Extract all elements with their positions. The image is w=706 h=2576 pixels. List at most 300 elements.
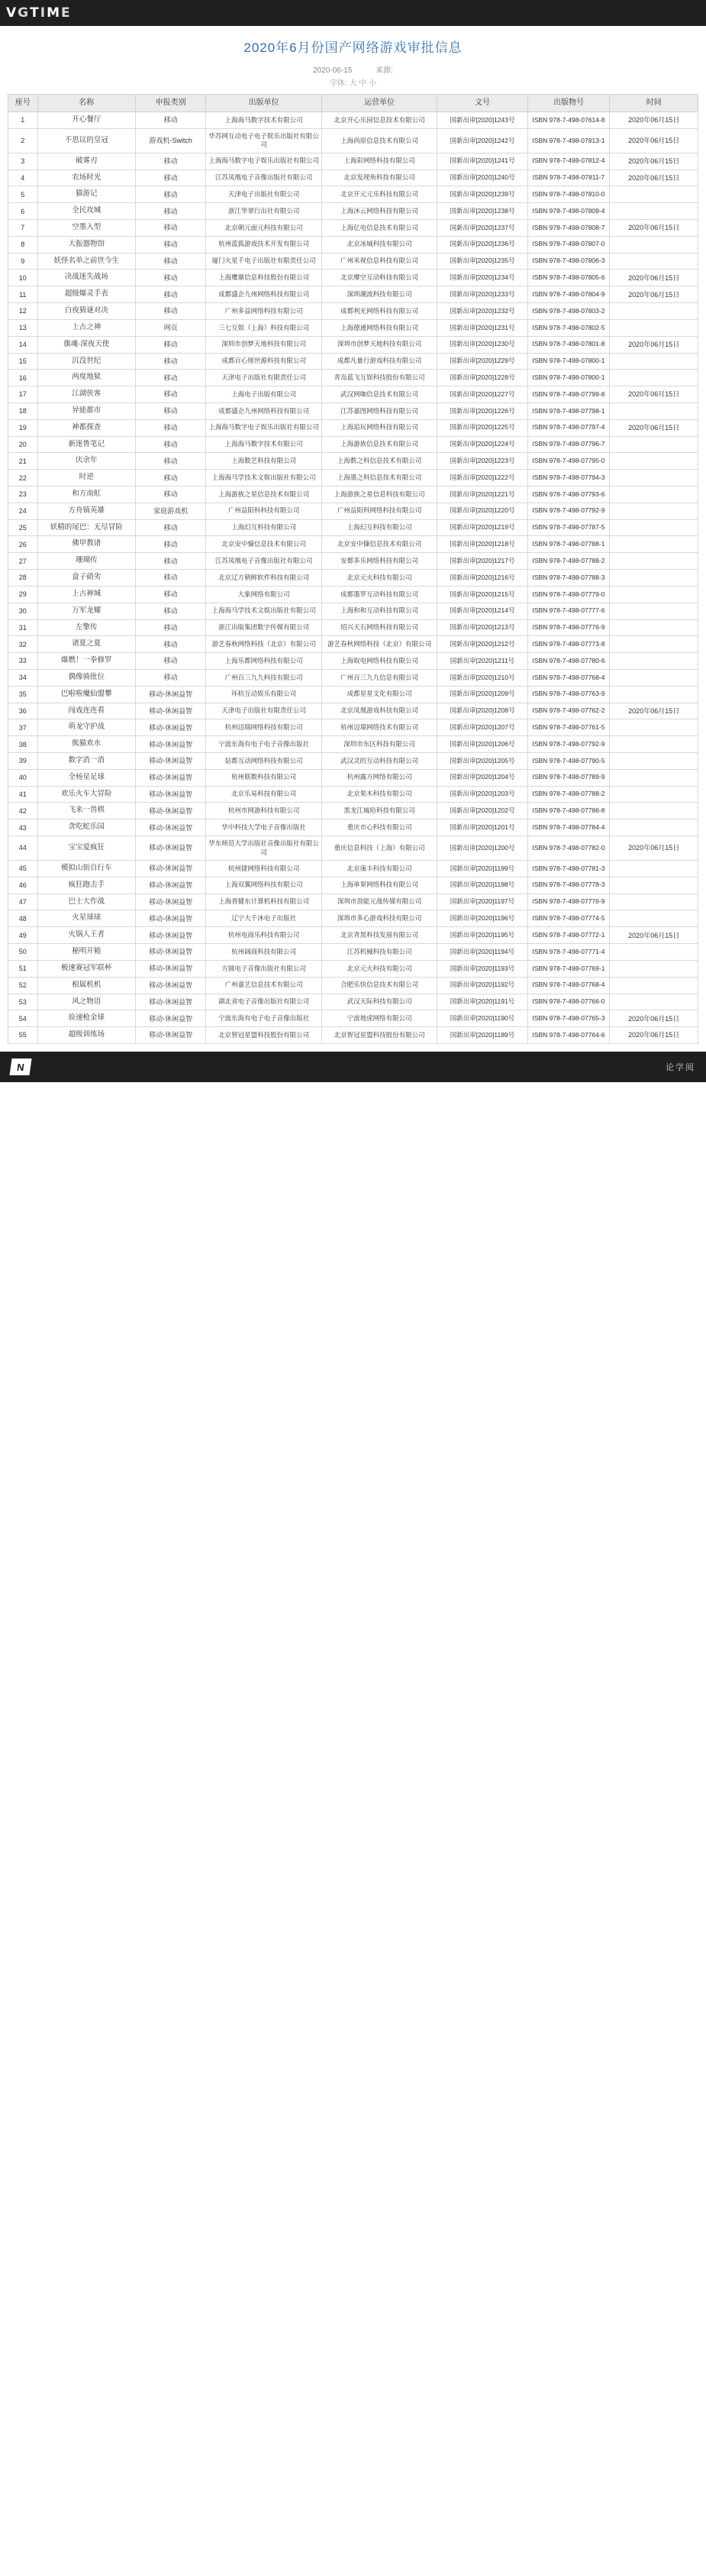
table-row: [8, 769, 698, 786]
cell-doc: 国新出审[2020]1222号: [437, 470, 527, 486]
cell-no: 27: [8, 553, 38, 570]
cell-doc: 国新出审[2020]1190号: [437, 1010, 527, 1027]
table-row: [8, 703, 698, 719]
cell-operator: 上海墨之科信息技术有限公司: [321, 470, 437, 486]
cell-publisher: 湖北省电子音像出版社有限公司: [206, 994, 322, 1010]
cell-isbn: ISBN 978-7-498-07796-7: [527, 436, 610, 453]
cell-isbn: ISBN 978-7-498-07781-3: [527, 861, 610, 878]
cell-isbn: ISBN 978-7-498-07813-1: [527, 128, 610, 153]
cell-operator: 安都多乐网络科技有限公司: [321, 553, 437, 570]
cell-date: 2020年06月15日: [610, 220, 698, 237]
cell-type: 移动: [135, 586, 205, 603]
cell-date: [610, 603, 698, 619]
cell-type: 移动: [135, 486, 205, 503]
cell-isbn: ISBN 978-7-498-07807-0: [527, 236, 610, 253]
cell-operator: 上海彩网络科技有限公司: [321, 153, 437, 170]
cell-doc: 国新出审[2020]1239号: [437, 186, 527, 203]
cell-doc: 国新出审[2020]1193号: [437, 960, 527, 977]
cell-no: 50: [8, 944, 38, 961]
cell-operator: 上海沐云网络科技有限公司: [321, 203, 437, 220]
cell-operator: 深圳市劲能元战传媒有限公司: [321, 894, 437, 910]
table-row: [8, 153, 698, 170]
cell-name: 决战迷失战场: [37, 270, 135, 286]
cell-no: 42: [8, 803, 38, 819]
cell-publisher: 北京乐易科技有限公司: [206, 786, 322, 803]
table-row: [8, 836, 698, 861]
cell-name: 极速赛冠军联杯: [37, 960, 135, 977]
cell-doc: 国新出审[2020]1202号: [437, 803, 527, 819]
cell-type: 移动: [135, 270, 205, 286]
table-row: [8, 370, 698, 386]
cell-type: 移动: [135, 669, 205, 686]
cell-isbn: ISBN 978-7-498-07774-5: [527, 910, 610, 927]
cell-name: 和方南虹: [37, 486, 135, 503]
cell-operator: 北京安中慷信息技术有限公司: [321, 536, 437, 553]
cell-type: 移动: [135, 419, 205, 436]
fontsize-option-large[interactable]: 大: [349, 79, 357, 88]
cell-isbn: ISBN 978-7-498-07811-7: [527, 170, 610, 186]
cell-doc: 国新出审[2020]1235号: [437, 253, 527, 270]
cell-publisher: 上海电子出版有限公司: [206, 386, 322, 403]
table-row: [8, 819, 698, 836]
cell-type: 移动-休闲益智: [135, 861, 205, 878]
cell-date: [610, 319, 698, 336]
cell-publisher: 北京安中慷信息技术有限公司: [206, 536, 322, 553]
cell-date: [610, 370, 698, 386]
cell-publisher: 上海海马学技术文娱出版社有限公司: [206, 603, 322, 619]
table-row: [8, 236, 698, 253]
cell-publisher: 广州多益网络科技有限公司: [206, 303, 322, 320]
cell-type: 移动-休闲益智: [135, 894, 205, 910]
cell-no: 22: [8, 470, 38, 486]
logo-letter: E: [61, 5, 71, 21]
cell-isbn: ISBN 978-7-498-07798-1: [527, 402, 610, 419]
cell-isbn: ISBN 978-7-498-07768-4: [527, 977, 610, 994]
cell-name: 根属机机: [37, 977, 135, 994]
cell-no: 34: [8, 669, 38, 686]
table-row: [8, 220, 698, 237]
cell-publisher: 天津电子出版社有限责任公司: [206, 370, 322, 386]
cell-type: 移动: [135, 253, 205, 270]
cell-name: 沉没世纪: [37, 353, 135, 370]
cell-no: 4: [8, 170, 38, 186]
cell-isbn: ISBN 978-7-498-07809-4: [527, 203, 610, 220]
cell-name: 诸夏之夏: [37, 636, 135, 653]
cell-operator: 广州米视信息科技有限公司: [321, 253, 437, 270]
cell-publisher: 杭州迈瑞网络科技有限公司: [206, 719, 322, 736]
cell-doc: 国新出审[2020]1194号: [437, 944, 527, 961]
cell-operator: 游艺春秋网络科技（北京）有限公司: [321, 636, 437, 653]
cell-doc: 国新出审[2020]1213号: [437, 619, 527, 636]
cell-operator: 北京凤凰游戏科技有限公司: [321, 703, 437, 719]
cell-no: 24: [8, 503, 38, 519]
cell-no: 19: [8, 419, 38, 436]
table-row: [8, 270, 698, 286]
cell-type: 移动-休闲益智: [135, 836, 205, 861]
cell-operator: 宁波地虎网络有限公司: [321, 1010, 437, 1027]
cell-type: 移动: [135, 436, 205, 453]
cell-doc: 国新出审[2020]1192号: [437, 977, 527, 994]
cell-date: [610, 253, 698, 270]
cell-no: 49: [8, 927, 38, 944]
cell-date: [610, 453, 698, 470]
cell-publisher: 上海海马数字电子娱乐出版社有限公司: [206, 153, 322, 170]
cell-type: 移动-休闲益智: [135, 877, 205, 894]
col-header-doc: 文号: [437, 95, 527, 112]
cell-publisher: 杭州蓝狐游戏技术开发有限公司: [206, 236, 322, 253]
cell-no: 36: [8, 703, 38, 719]
article-meta: [0, 59, 706, 76]
cell-doc: 国新出审[2020]1229号: [437, 353, 527, 370]
cell-publisher: 环杭互动娱乐有限公司: [206, 686, 322, 703]
cell-date: [610, 669, 698, 686]
cell-isbn: ISBN 978-7-498-07793-6: [527, 486, 610, 503]
cell-type: 移动: [135, 170, 205, 186]
cell-no: 35: [8, 686, 38, 703]
cell-doc: 国新出审[2020]1215号: [437, 586, 527, 603]
cell-name: 白夜猜谜对决: [37, 303, 135, 320]
cell-operator: 广州益阳科网络科技有限公司: [321, 503, 437, 519]
cell-type: 网页: [135, 319, 205, 336]
cell-doc: 国新出审[2020]1199号: [437, 861, 527, 878]
cell-date: [610, 203, 698, 220]
cell-operator: 武汉网咖信息技术有限公司: [321, 386, 437, 403]
cell-doc: 国新出审[2020]1223号: [437, 453, 527, 470]
cell-date: 2020年06月15日: [610, 1027, 698, 1044]
cell-doc: 国新出审[2020]1208号: [437, 703, 527, 719]
cell-isbn: ISBN 978-7-498-07790-5: [527, 753, 610, 770]
cell-type: 移动: [135, 603, 205, 619]
cell-name: 贪吃蛇乐园: [37, 819, 135, 836]
cell-name: 新迷鲁笔记: [37, 436, 135, 453]
cell-publisher: 广州益阳科科技有限公司: [206, 503, 322, 519]
cell-isbn: ISBN 978-7-498-07782-0: [527, 836, 610, 861]
cell-isbn: ISBN 978-7-498-07777-6: [527, 603, 610, 619]
cell-no: 45: [8, 861, 38, 878]
cell-isbn: ISBN 978-7-498-07786-8: [527, 803, 610, 819]
cell-type: 移动: [135, 386, 205, 403]
cell-operator: 北京康丰科技有限公司: [321, 861, 437, 878]
cell-name: 超级爆灵手表: [37, 286, 135, 303]
cell-type: 移动-休闲益智: [135, 786, 205, 803]
cell-type: 移动-休闲益智: [135, 753, 205, 770]
cell-publisher: 浙江出版集团数字传媒有限公司: [206, 619, 322, 636]
cell-operator: 上海追玩网络科技有限公司: [321, 419, 437, 436]
cell-no: 32: [8, 636, 38, 653]
cell-isbn: ISBN 978-7-498-07776-9: [527, 619, 610, 636]
cell-operator: 北京元火科技有限公司: [321, 570, 437, 587]
cell-operator: 上海游族之星信息科技有限公司: [321, 486, 437, 503]
cell-name: 验速枪金球: [37, 1010, 135, 1027]
cell-name: 飞来一兽棋: [37, 803, 135, 819]
cell-no: 54: [8, 1010, 38, 1027]
cell-type: 移动: [135, 286, 205, 303]
cell-name: 火锅人王者: [37, 927, 135, 944]
cell-isbn: ISBN 978-7-498-07806-3: [527, 253, 610, 270]
cell-type: 家庭游戏机: [135, 503, 205, 519]
cell-date: 2020年06月15日: [610, 286, 698, 303]
fontsize-option-medium[interactable]: 中: [359, 79, 367, 88]
cell-isbn: ISBN 978-7-498-07764-6: [527, 1027, 610, 1044]
cell-name: 上古之神: [37, 319, 135, 336]
cell-name: 数字消一消: [37, 753, 135, 770]
cell-name: 神都探查: [37, 419, 135, 436]
cell-publisher: 江苏凤凰电子音像出版社有限公司: [206, 170, 322, 186]
fontsize-option-small[interactable]: 小: [369, 79, 377, 88]
cell-operator: 成都墨罗互动科技有限公司: [321, 586, 437, 603]
cell-doc: 国新出审[2020]1218号: [437, 536, 527, 553]
cell-date: [610, 977, 698, 994]
cell-date: 2020年06月15日: [610, 170, 698, 186]
table-row: [8, 128, 698, 153]
cell-publisher: 北京朝元面元科技有限公司: [206, 220, 322, 237]
logo-letter: T: [30, 5, 40, 21]
cell-isbn: ISBN 978-7-498-07792-9: [527, 503, 610, 519]
cell-no: 20: [8, 436, 38, 453]
table-row: [8, 927, 698, 944]
cell-date: 2020年06月15日: [610, 112, 698, 129]
cell-doc: 国新出审[2020]1231号: [437, 319, 527, 336]
cell-type: 移动-休闲益智: [135, 703, 205, 719]
cell-type: 移动: [135, 470, 205, 486]
cell-date: [610, 503, 698, 519]
table-row: [8, 786, 698, 803]
cell-publisher: 宁波东海有电子电子音像出版社: [206, 1010, 322, 1027]
cell-type: 移动: [135, 203, 205, 220]
approval-table-body: [8, 112, 698, 1044]
cell-no: 55: [8, 1027, 38, 1044]
col-header-publisher: 出版单位: [206, 95, 322, 112]
cell-no: 18: [8, 402, 38, 419]
cell-type: 移动: [135, 303, 205, 320]
cell-isbn: ISBN 978-7-498-07801-8: [527, 336, 610, 353]
cell-date: [610, 236, 698, 253]
cell-date: [610, 636, 698, 653]
cell-doc: 国新出审[2020]1210号: [437, 669, 527, 686]
cell-operator: 上海游族信息技术有限公司: [321, 436, 437, 453]
cell-publisher: 上海海马数字技术有限公司: [206, 112, 322, 129]
cell-isbn: ISBN 978-7-498-07771-4: [527, 944, 610, 961]
cell-doc: 国新出审[2020]1206号: [437, 736, 527, 753]
cell-publisher: 方圆电子音像出版社有限公司: [206, 960, 322, 977]
cell-date: [610, 944, 698, 961]
cell-type: 移动: [135, 186, 205, 203]
table-row: [8, 994, 698, 1010]
table-row: [8, 653, 698, 670]
table-row: [8, 877, 698, 894]
cell-isbn: ISBN 978-7-498-07794-3: [527, 470, 610, 486]
cell-operator: 北京元火科技有限公司: [321, 960, 437, 977]
cell-date: [610, 186, 698, 203]
cell-isbn: ISBN 978-7-498-07788-2: [527, 553, 610, 570]
cell-no: 15: [8, 353, 38, 370]
cell-isbn: ISBN 978-7-498-07773-8: [527, 636, 610, 653]
cell-date: [610, 653, 698, 670]
cell-type: 移动: [135, 619, 205, 636]
cell-no: 6: [8, 203, 38, 220]
cell-operator: 重庆市心科技有限公司: [321, 819, 437, 836]
fontsize-label: 字体:: [329, 79, 347, 88]
cell-date: [610, 803, 698, 819]
cell-doc: 国新出审[2020]1225号: [437, 419, 527, 436]
approval-table-wrap: [0, 94, 706, 1052]
cell-isbn: ISBN 978-7-498-07769-1: [527, 960, 610, 977]
logo-letter: M: [47, 5, 60, 21]
cell-publisher: 北京智冠星盟科技股份有限公司: [206, 1027, 322, 1044]
cell-publisher: 广州百三九九科技有限公司: [206, 669, 322, 686]
cell-doc: 国新出审[2020]1237号: [437, 220, 527, 237]
cell-no: 46: [8, 877, 38, 894]
cell-no: 25: [8, 519, 38, 536]
cell-isbn: ISBN 978-7-498-07792-9: [527, 736, 610, 753]
cell-no: 48: [8, 910, 38, 927]
cell-no: 29: [8, 586, 38, 603]
cell-publisher: 天津电子出版社有限公司: [206, 186, 322, 203]
cell-type: 移动: [135, 353, 205, 370]
cell-doc: 国新出审[2020]1243号: [437, 112, 527, 129]
cell-publisher: 大象网络有限公司: [206, 586, 322, 603]
cell-publisher: 上海数艺科技有限公司: [206, 453, 322, 470]
cell-no: 33: [8, 653, 38, 670]
cell-name: 全杨星足球: [37, 769, 135, 786]
cell-operator: 北京智冠星盟科技股份有限公司: [321, 1027, 437, 1044]
cell-doc: 国新出审[2020]1207号: [437, 719, 527, 736]
cell-publisher: 成都盛企九州网络科技有限公司: [206, 402, 322, 419]
cell-date: [610, 619, 698, 636]
cell-doc: 国新出审[2020]1191号: [437, 994, 527, 1010]
logo-letter: G: [18, 5, 30, 21]
cell-date: [610, 519, 698, 536]
cell-date: 2020年06月15日: [610, 128, 698, 153]
cell-doc: 国新出审[2020]1224号: [437, 436, 527, 453]
cell-no: 52: [8, 977, 38, 994]
cell-type: 移动: [135, 402, 205, 419]
cell-operator: 上海尚原信息技术有限公司: [321, 128, 437, 153]
cell-name: 欢乐火车大冒险: [37, 786, 135, 803]
cell-publisher: 江苏凤凰电子音像出版社有限公司: [206, 553, 322, 570]
cell-date: 2020年06月15日: [610, 703, 698, 719]
site-footer: [0, 1052, 706, 1082]
cell-type: 移动: [135, 153, 205, 170]
cell-date: [610, 753, 698, 770]
cell-no: 38: [8, 736, 38, 753]
cell-doc: 国新出审[2020]1195号: [437, 927, 527, 944]
cell-publisher: 杭州电商乐科技有限公司: [206, 927, 322, 944]
cell-publisher: 华中科技大学电子音像出版社: [206, 819, 322, 836]
table-row: [8, 470, 698, 486]
cell-doc: 国新出审[2020]1216号: [437, 570, 527, 587]
fontsize-control: [0, 76, 706, 94]
cell-name: 农场时光: [37, 170, 135, 186]
cell-type: 移动: [135, 636, 205, 653]
cell-publisher: 上海鹰鼎信息科技股份有限公司: [206, 270, 322, 286]
cell-name: 开心餐厅: [37, 112, 135, 129]
col-header-type: 申报类别: [135, 95, 205, 112]
cell-date: [610, 877, 698, 894]
cell-date: [610, 910, 698, 927]
cell-no: 51: [8, 960, 38, 977]
cell-publisher: 成都盛企九州网络科技有限公司: [206, 286, 322, 303]
cell-doc: 国新出审[2020]1212号: [437, 636, 527, 653]
cell-operator: 成都星星文化有限公司: [321, 686, 437, 703]
cell-date: [610, 470, 698, 486]
cell-name: 全民攻城: [37, 203, 135, 220]
cell-operator: 深圳潮流科技有限公司: [321, 286, 437, 303]
cell-doc: 国新出审[2020]1197号: [437, 894, 527, 910]
cell-operator: 上海德通网络科技有限公司: [321, 319, 437, 336]
cell-date: [610, 536, 698, 553]
cell-publisher: 杭州阔商科技有限公司: [206, 944, 322, 961]
cell-operator: 深圳市多心游戏科技有限公司: [321, 910, 437, 927]
cell-date: [610, 819, 698, 836]
site-logo[interactable]: [6, 5, 71, 21]
cell-doc: 国新出审[2020]1204号: [437, 769, 527, 786]
cell-name: 时逆: [37, 470, 135, 486]
cell-type: 移动: [135, 220, 205, 237]
cell-isbn: ISBN 978-7-498-07765-3: [527, 1010, 610, 1027]
footer-logo[interactable]: N: [9, 1059, 31, 1075]
cell-operator: 黑龙江城哈科技有限公司: [321, 803, 437, 819]
cell-name: 庆余年: [37, 453, 135, 470]
cell-publisher: 成都百心厘世源科技有限公司: [206, 353, 322, 370]
cell-isbn: ISBN 978-7-498-07808-7: [527, 220, 610, 237]
cell-date: [610, 586, 698, 603]
cell-type: 移动-休闲益智: [135, 960, 205, 977]
cell-name: 大振器物馆: [37, 236, 135, 253]
cell-operator: 重庆信息科技（上海）有限公司: [321, 836, 437, 861]
table-row: [8, 586, 698, 603]
cell-doc: 国新出审[2020]1242号: [437, 128, 527, 153]
table-row: [8, 736, 698, 753]
cell-no: 30: [8, 603, 38, 619]
table-row: [8, 112, 698, 129]
cell-type: 移动-休闲益智: [135, 1010, 205, 1027]
cell-doc: 国新出审[2020]1220号: [437, 503, 527, 519]
cell-date: 2020年06月15日: [610, 270, 698, 286]
cell-isbn: ISBN 978-7-498-07768-4: [527, 669, 610, 686]
cell-no: 26: [8, 536, 38, 553]
cell-no: 43: [8, 819, 38, 836]
table-row: [8, 894, 698, 910]
cell-name: 萌龙守护战: [37, 719, 135, 736]
table-row: [8, 303, 698, 320]
cell-type: 移动-休闲益智: [135, 686, 205, 703]
cell-isbn: ISBN 978-7-498-07778-3: [527, 877, 610, 894]
cell-publisher: 上海晋健东计算机科技有限公司: [206, 894, 322, 910]
cell-operator: 广州百三九九信息有限公司: [321, 669, 437, 686]
cell-doc: 国新出审[2020]1228号: [437, 370, 527, 386]
cell-isbn: ISBN 978-7-498-07761-5: [527, 719, 610, 736]
cell-no: 37: [8, 719, 38, 736]
cell-operator: 杭州迈瑞网络技术有限公司: [321, 719, 437, 736]
logo-letter: I: [40, 5, 47, 21]
cell-date: [610, 736, 698, 753]
cell-publisher: 北京辽方朝鲜软件科技有限公司: [206, 570, 322, 587]
cell-doc: 国新出审[2020]1226号: [437, 402, 527, 419]
cell-operator: 北京发现角科技有限公司: [321, 170, 437, 186]
cell-publisher: 杭州市网游科技有限公司: [206, 803, 322, 819]
cell-operator: 上海幻互科技有限公司: [321, 519, 437, 536]
cell-no: 44: [8, 836, 38, 861]
cell-publisher: 上海双翼网络科技有限公司: [206, 877, 322, 894]
cell-doc: 国新出审[2020]1233号: [437, 286, 527, 303]
cell-operator: 上海数之科信息技术有限公司: [321, 453, 437, 470]
cell-name: 火星球球: [37, 910, 135, 927]
cell-doc: 国新出审[2020]1219号: [437, 519, 527, 536]
table-row: [8, 944, 698, 961]
cell-type: 游戏机-Switch: [135, 128, 205, 153]
cell-isbn: ISBN 978-7-498-07799-8: [527, 386, 610, 403]
